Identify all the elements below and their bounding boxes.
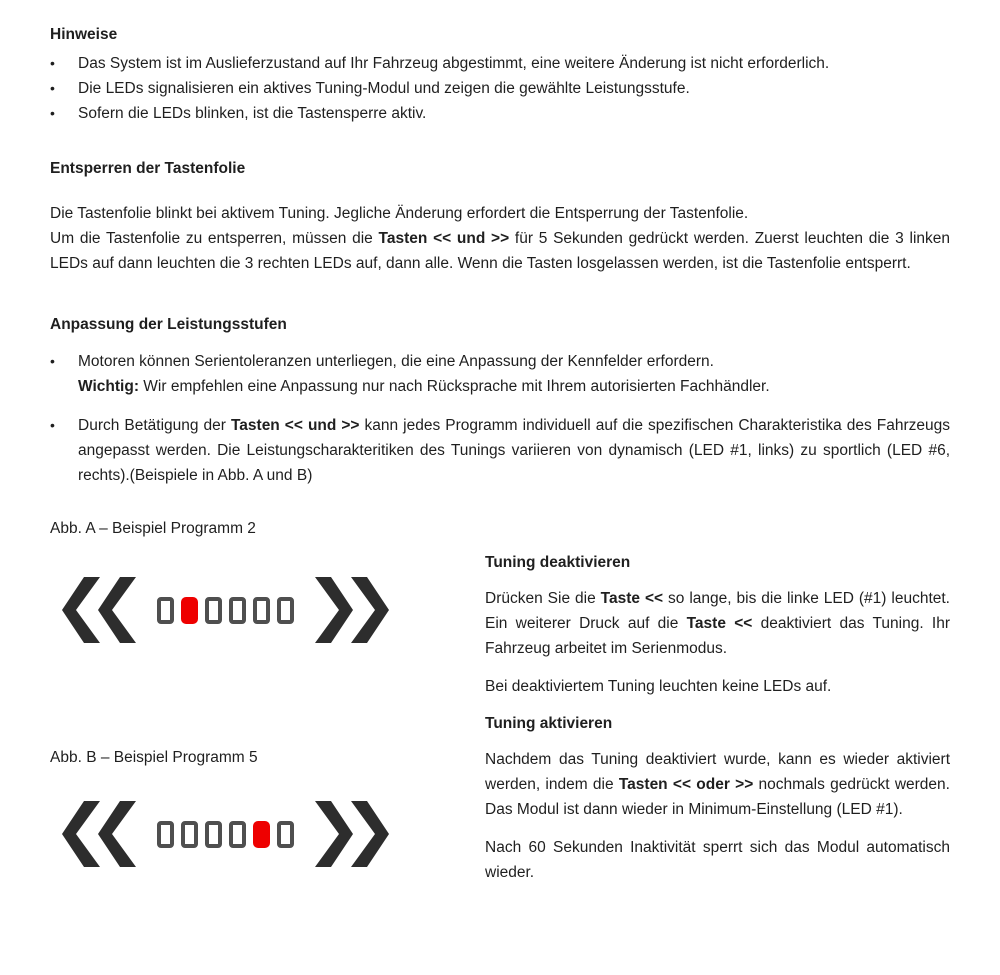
tuning-deaktivieren-note: Bei deaktiviertem Tuning leuchten keine LEDs auf. (485, 678, 832, 695)
figures-and-tuning-columns (50, 516, 950, 885)
section-entsperren (50, 158, 950, 276)
list-item (50, 349, 950, 399)
tuning-aktivieren-paragraph (485, 747, 950, 822)
led-indicator (253, 597, 270, 624)
bold-keys-text: Tasten << und >> (378, 230, 510, 247)
anpassung-heading: Anpassung der Leistungsstufen (50, 316, 287, 333)
list-item (50, 76, 950, 101)
double-chevron-right-icon (315, 577, 389, 643)
bullet-icon: • (50, 353, 55, 369)
text-run: Drücken Sie die (485, 590, 601, 607)
tuning-column (485, 516, 950, 885)
bullet-text (78, 413, 950, 488)
double-chevron-right-icon (315, 801, 389, 867)
tuning-deaktivieren-paragraph (485, 586, 950, 661)
bullet-icon: • (50, 80, 55, 96)
bold-keys-text: Taste << (686, 615, 753, 632)
anpassung-bullet-list (50, 349, 950, 488)
list-item (50, 101, 950, 126)
led-indicator (205, 597, 222, 624)
led-indicator (205, 821, 222, 848)
led-indicator (229, 597, 246, 624)
figure-b-led-panel (62, 801, 485, 867)
bullet-icon: • (50, 417, 55, 433)
bold-keys-text: Tasten << oder >> (618, 776, 754, 793)
led-indicator (157, 821, 174, 848)
led-indicator (157, 597, 174, 624)
text-run: Nachdem das Tuning deaktiviert wurde, kann es wieder aktiviert werden, indem die (485, 751, 950, 793)
entsperren-paragraph (50, 201, 950, 276)
tuning-deaktivieren-heading: Tuning deaktivieren (485, 554, 631, 571)
text-run: kann jedes Programm individuell auf die spezifischen Charakteristika des Fahrzeugs angepasst werden. Die Leistungscharakteritiken des Tunings variieren von dynamisch (LED #1, links) zu sportlich (LED #6, rechts).(Beispiele in Abb. A und B) (78, 417, 950, 484)
entsperren-heading: Entsperren der Tastenfolie (50, 160, 246, 177)
figure-b-caption: Abb. B – Beispiel Programm 5 (50, 749, 258, 766)
figure-a-caption: Abb. A – Beispiel Programm 2 (50, 520, 256, 537)
figure-a-led-panel (62, 577, 485, 643)
double-chevron-left-icon (62, 801, 136, 867)
bullet-text: Sofern die LEDs blinken, ist die Tastensperre aktiv. (78, 105, 427, 122)
bullet-icon: • (50, 105, 55, 121)
tuning-aktivieren-heading: Tuning aktivieren (485, 715, 613, 732)
bullet-icon: • (50, 55, 55, 71)
text-run: Die Tastenfolie blinkt bei aktivem Tuning. Jegliche Änderung erfordert die Entsperrung der Tastenfolie. (50, 205, 749, 222)
text-run: Wir empfehlen eine Anpassung nur nach Rücksprache mit Ihrem autorisierten Fachhändler. (139, 378, 770, 395)
section-anpassung (50, 314, 950, 488)
bold-keys-text: Taste << (600, 590, 664, 607)
led-strip (157, 597, 294, 624)
text-run: deaktiviert das Tuning. Ihr Fahrzeug arbeitet im Serienmodus. (485, 615, 950, 657)
figures-column (50, 516, 485, 885)
text-run: Durch Betätigung der (78, 417, 231, 434)
list-item (50, 413, 950, 488)
hinweise-heading: Hinweise (50, 26, 118, 43)
bullet-text: Das System ist im Auslieferzustand auf Ihr Fahrzeug abgestimmt, eine weitere Änderung ist nicht erforderlich. (78, 55, 830, 72)
section-hinweise (50, 24, 950, 126)
text-run: Um die Tastenfolie zu entsperren, müssen die (50, 230, 379, 247)
led-indicator (277, 821, 294, 848)
tuning-aktivieren-note: Nach 60 Sekunden Inaktivität sperrt sich das Modul automatisch wieder. (485, 839, 950, 881)
bold-wichtig-text: Wichtig: (78, 378, 139, 395)
hinweise-bullet-list (50, 51, 950, 126)
text-run: nochmals gedrückt werden. Das Modul ist dann wieder in Minimum-Einstellung (LED #1). (485, 776, 950, 818)
bold-keys-text: Tasten << und >> (230, 417, 360, 434)
list-item (50, 51, 950, 76)
bullet-text (78, 349, 950, 399)
led-indicator (277, 597, 294, 624)
led-indicator-active (181, 597, 198, 624)
led-strip (157, 821, 294, 848)
led-indicator (181, 821, 198, 848)
led-indicator-active (253, 821, 270, 848)
text-run: so lange, bis die linke LED (#1) leuchtet. Ein weiterer Druck auf die (485, 590, 950, 632)
led-indicator (229, 821, 246, 848)
double-chevron-left-icon (62, 577, 136, 643)
bullet-text: Die LEDs signalisieren ein aktives Tuning-Modul und zeigen die gewählte Leistungsstufe. (78, 80, 690, 97)
text-run: Motoren können Serientoleranzen unterliegen, die eine Anpassung der Kennfelder erfordern. (78, 353, 714, 370)
text-run: für 5 Sekunden gedrückt werden. Zuerst leuchten die 3 linken LEDs auf dann leuchten die 3 rechten LEDs auf, dann alle. Wenn die Tasten losgelassen werden, ist die Tastenfolie entsperrt. (50, 230, 950, 272)
